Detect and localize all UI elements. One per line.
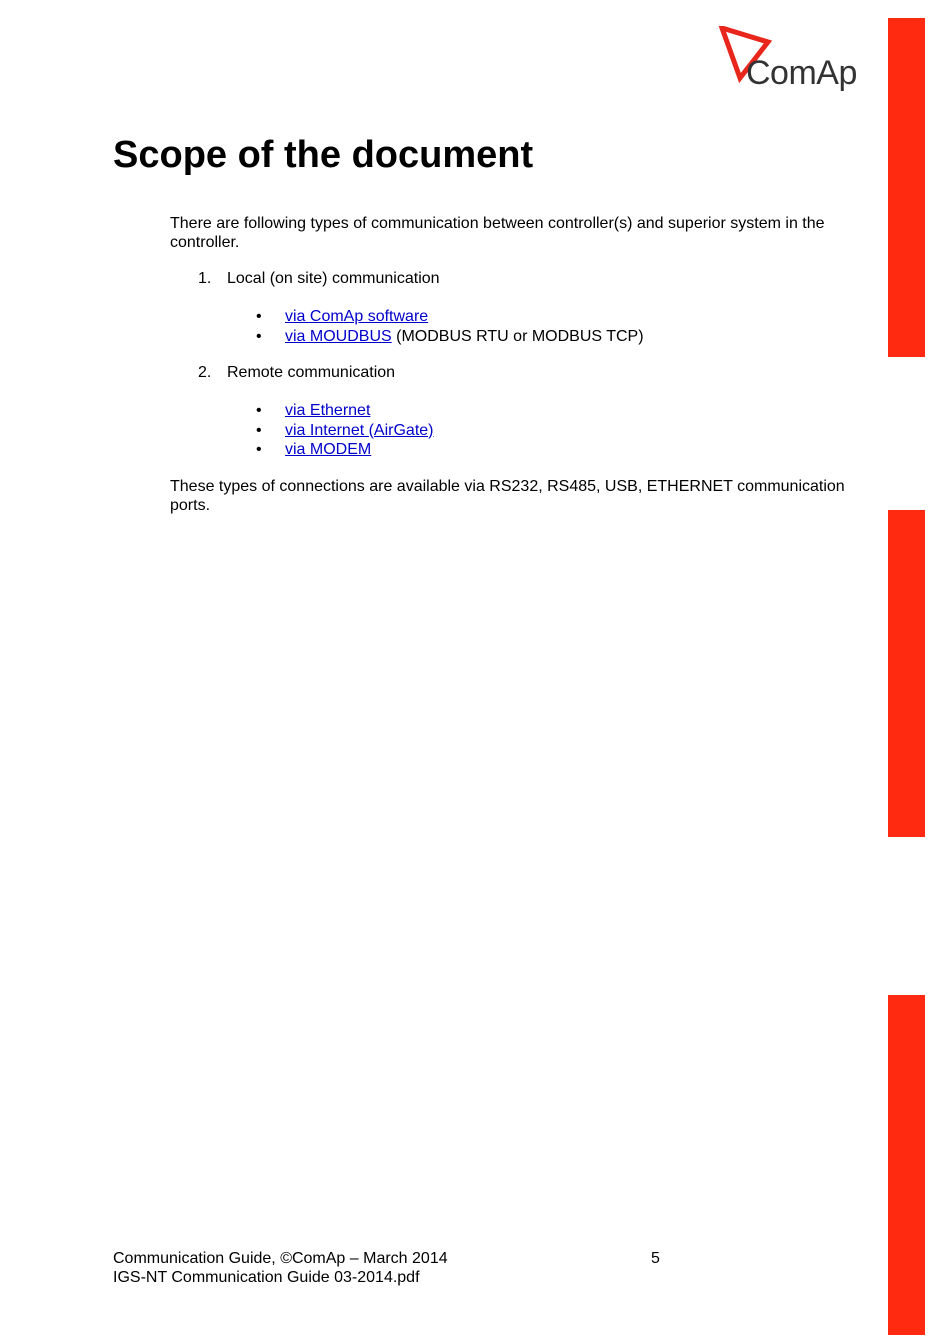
logo-wordmark: ComAp <box>746 54 857 92</box>
bullet-icon: • <box>256 441 262 458</box>
bullet-icon: • <box>256 421 262 439</box>
local-communication-list <box>256 307 644 346</box>
link-comap-software[interactable]: via ComAp software <box>285 308 429 325</box>
side-accent-bar-bottom <box>888 995 925 1335</box>
list-item <box>256 307 644 327</box>
bullet-icon: • <box>256 402 262 419</box>
remote-communication-list <box>256 401 434 460</box>
section-label: Local (on site) communication <box>227 270 440 287</box>
bullet-icon: • <box>256 308 262 325</box>
list-item <box>256 327 644 347</box>
bullet-icon: • <box>256 327 262 345</box>
section-number: 1. <box>198 270 212 287</box>
intro-paragraph: There are following types of communication between controller(s) and superior system in the controller. <box>170 215 825 251</box>
page-number: 5 <box>651 1250 660 1267</box>
link-ethernet[interactable]: via Ethernet <box>285 402 371 419</box>
section-number: 2. <box>198 364 212 381</box>
comap-logo <box>718 26 863 98</box>
side-accent-bar-top <box>888 18 925 357</box>
section-label: Remote communication <box>227 364 396 381</box>
list-item-suffix: (MODBUS RTU or MODBUS TCP) <box>391 327 644 345</box>
page-footer <box>113 1249 448 1287</box>
outro-paragraph: These types of connections are available via RS232, RS485, USB, ETHERNET communication ports. <box>170 478 845 514</box>
link-modbus[interactable]: via MOUDBUS <box>285 327 392 345</box>
link-internet-airgate[interactable]: via Internet (AirGate) <box>285 421 434 439</box>
side-accent-bar-middle <box>888 510 925 837</box>
list-item <box>256 440 434 460</box>
list-item <box>256 401 434 421</box>
page-title: Scope of the document <box>113 134 534 176</box>
link-modem[interactable]: via MODEM <box>285 441 372 458</box>
list-item <box>256 421 434 441</box>
footer-copyright: Communication Guide, ©ComAp – March 2014 <box>113 1250 448 1267</box>
footer-filename: IGS-NT Communication Guide 03-2014.pdf <box>113 1269 420 1286</box>
